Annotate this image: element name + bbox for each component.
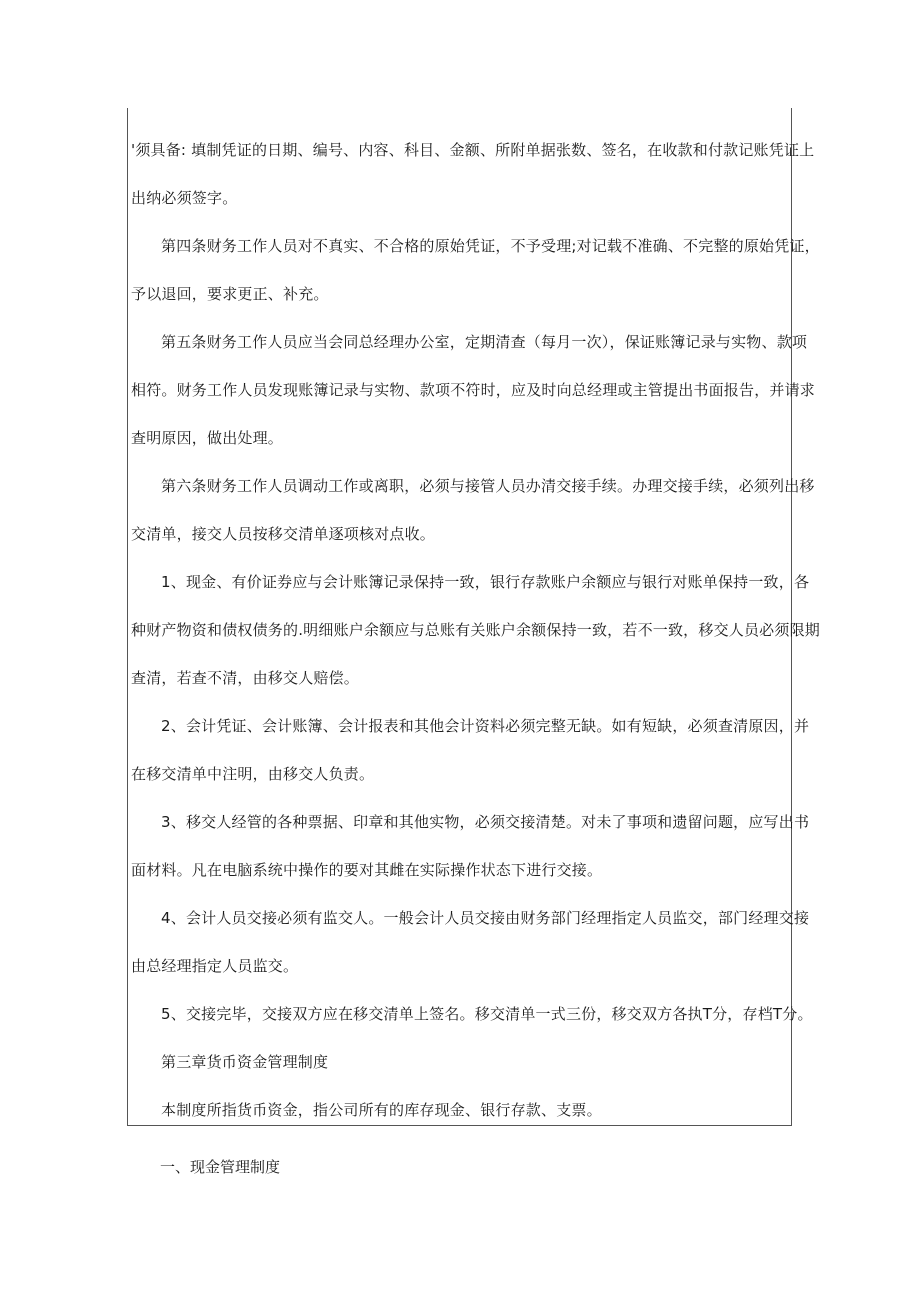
section-heading-cash-management: 一、现金管理制度 <box>160 1158 281 1176</box>
text-line: 予以退回，要求更正、补充。 <box>131 285 329 303</box>
document-body <box>131 126 820 1134</box>
text-line: 面材料。凡在电脑系统中操作的要对其雌在实际操作状态下进行交接。 <box>131 861 603 879</box>
text-line: 交清单，接交人员按移交清单逐项核对点收。 <box>131 525 436 543</box>
text-line: 第三章货币资金管理制度 <box>161 1053 329 1071</box>
text-line: 由总经理指定人员监交。 <box>131 957 299 975</box>
paragraph-voucher-requirements <box>131 126 815 222</box>
paragraph-monetary-funds-definition <box>131 1086 791 1134</box>
text-line: 2、会计凭证、会计账簿、会计报表和其他会计资料必须完整无缺。如有短缺，必须查清原因，并 <box>161 717 810 735</box>
text-line: 1、现金、有价证券应与会计账簿记录保持一致，银行存款账户余额应与银行对账单保持一致，各 <box>161 573 810 591</box>
text-line: 5、交接完毕，交接双方应在移交清单上签名。移交清单一式三份，移交双方各执T分，存档T分。 <box>161 1005 813 1023</box>
text-line: 本制度所指货币资金，指公司所有的库存现金、银行存款、支票。 <box>161 1101 602 1119</box>
text-line: 在移交清单中注明，由移交人负责。 <box>131 765 375 783</box>
text-line: 出纳必须签字。 <box>131 189 238 207</box>
text-line: '须具备: 填制凭证的日期、编号、内容、科目、金额、所附单据张数、签名，在收款和付款记账凭证上 <box>131 141 815 159</box>
paragraph-item-5 <box>131 990 813 1038</box>
paragraph-article-4 <box>131 222 820 318</box>
paragraph-article-5 <box>131 318 816 462</box>
text-line: 查清，若查不清，由移交人赔偿。 <box>131 669 360 687</box>
chapter-3-heading <box>131 1038 791 1086</box>
paragraph-item-2 <box>131 702 810 798</box>
text-line: 3、移交人经管的各种票据、印章和其他实物，必须交接清楚。对未了事项和遗留问题，应写出书 <box>161 813 810 831</box>
text-line: 第四条财务工作人员对不真实、不合格的原始凭证，不予受理;对记载不准确、不完整的原始凭证， <box>161 237 820 255</box>
text-line: 第六条财务工作人员调动工作或离职，必须与接管人员办清交接手续。办理交接手续，必须列出移 <box>161 477 815 495</box>
paragraph-item-1 <box>131 558 820 702</box>
text-line: 第五条财务工作人员应当会同总经理办公室，定期清查（每月一次），保证账簿记录与实物、款项 <box>161 333 808 351</box>
paragraph-article-6 <box>131 462 815 558</box>
text-line: 4、会计人员交接必须有监交人。一般会计人员交接由财务部门经理指定人员监交，部门经理交接 <box>161 909 810 927</box>
text-line: 查明原因，做出处理。 <box>131 429 284 447</box>
paragraph-item-3 <box>131 798 810 894</box>
paragraph-item-4 <box>131 894 810 990</box>
text-line: 相符。财务工作人员发现账簿记录与实物、款项不符时，应及时向总经理或主管提出书面报告，并请求 <box>131 381 816 399</box>
text-line: 种财产物资和债权债务的.明细账户余额应与总账有关账户余额保持一致，若不一致，移交人员必须限期 <box>131 621 820 639</box>
